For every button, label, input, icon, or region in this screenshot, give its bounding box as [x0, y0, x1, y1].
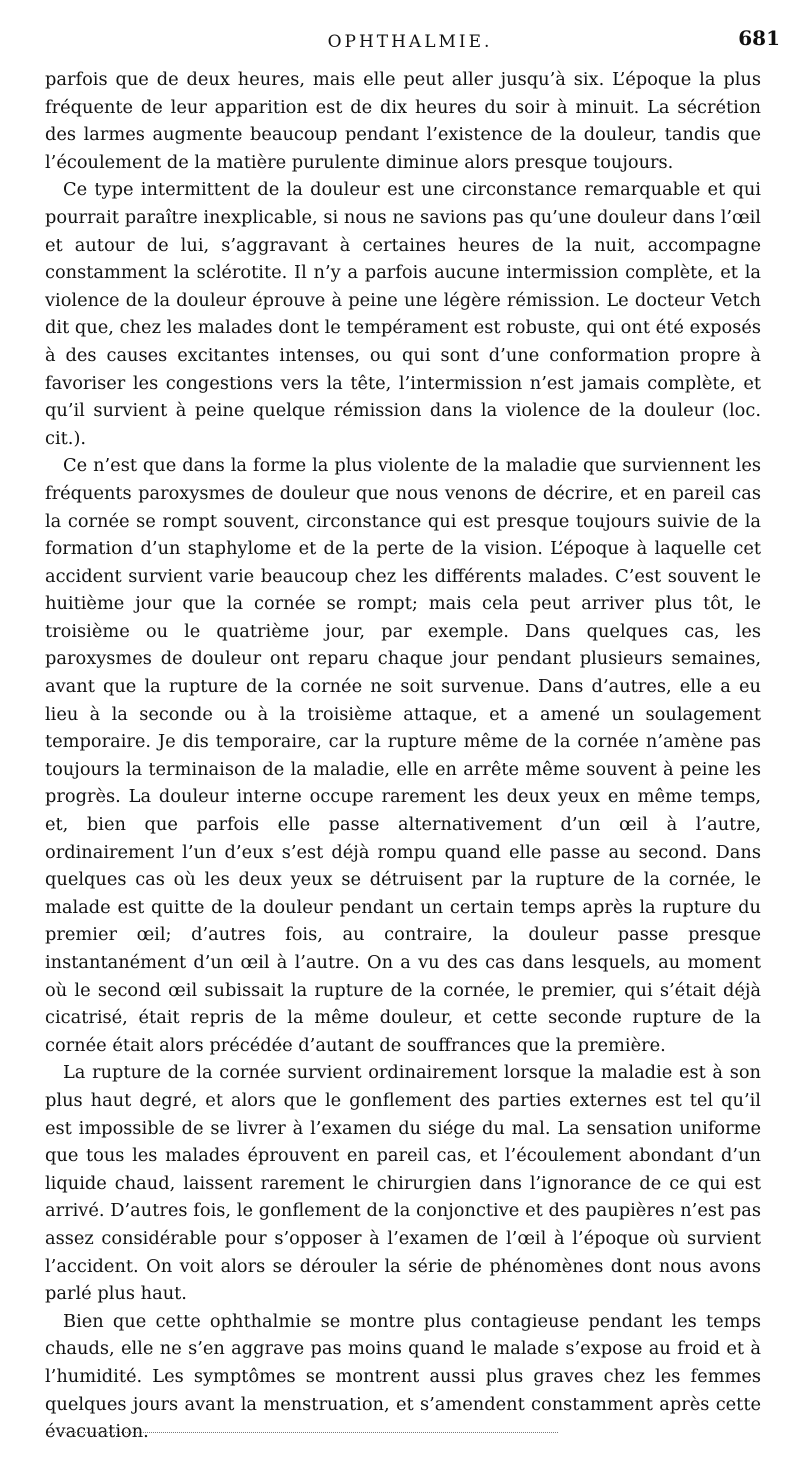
bottom-dotted-rule [58, 1432, 558, 1433]
running-title: OPHTHALMIE. [327, 32, 493, 52]
page-number: 681 [738, 26, 780, 50]
running-head [40, 26, 780, 62]
paragraph-1: parfois que de deux heures, mais elle peut aller jusqu’à six. L’époque la plus fréquente de leur apparition est de dix heures du soir à minuit. La sécrétion des larmes augmente beaucoup pendant l’existence de la douleur, tandis que l’écoulement de la matière purulente diminue alors presque toujours. [45, 69, 761, 173]
paragraph-2: Ce type intermittent de la douleur est une circonstance remarquable et qui pourrait paraître inexplicable, si nous ne savions pas qu’une douleur dans l’œil et autour de lui, s’aggravant à certaines heures de la nuit, accompagne constamment la sclérotite. Il n’y a parfois aucune intermission complète, et la violence de la douleur éprouve à peine une légère rémission. Le docteur Vetch dit que, chez les malades dont le tempérament est robuste, qui ont été exposés à des causes excitantes intenses, ou qui sont d’une conformation propre à favoriser les congestions vers la tête, l’intermission n’est jamais complète, et qu’il survient à peine quelque rémission dans la violence de la douleur (loc. cit.). [45, 179, 761, 449]
body-text [45, 66, 761, 1446]
paragraph-3: Ce n’est que dans la forme la plus violente de la maladie que surviennent les fréquents paroxysmes de douleur que nous venons de décrire, et en pareil cas la cornée se rompt souvent, circonstance qui est presque toujours suivie de la formation d’un staphylome et de la perte de la vision. L’époque à laquelle cet accident survient varie beaucoup chez les différents malades. C’est souvent le huitième jour que la cornée se rompt; mais cela peut arriver plus tôt, le troisième ou le quatrième jour, par exemple. Dans quelques cas, les paroxysmes de douleur ont reparu chaque jour pendant plusieurs semaines, avant que la rupture de la cornée ne soit survenue. Dans d’autres, elle a eu lieu à la seconde ou à la troisième attaque, et a amené un soulagement temporaire. Je dis temporaire, car la rupture même de la cornée n’amène pas toujours la terminaison de la maladie, elle en arrête même souvent à peine les progrès. La douleur interne occupe rarement les deux yeux en même temps, et, bien que parfois elle passe alternativement d’un œil à l’autre, ordinairement l’un d’eux s’est déjà rompu quand elle passe au second. Dans quelques cas où les deux yeux se détruisent par la rupture de la cornée, le malade est quitte de la douleur pendant un certain temps après la rupture du premier œil; d’autres fois, au contraire, la douleur passe presque instantanément d’un œil à l’autre. On a vu des cas dans lesquels, au moment où le second œil subissait la rupture de la cornée, le premier, qui s’était déjà cicatrisé, était repris de la même douleur, et cette seconde rupture de la cornée était alors précédée d’autant de souffrances que la première. [45, 455, 761, 1056]
paragraph-4: La rupture de la cornée survient ordinairement lorsque la maladie est à son plus haut degré, et alors que le gonflement des parties externes est tel qu’il est impossible de se livrer à l’examen du siége du mal. La sensation uniforme que tous les malades éprouvent en pareil cas, et l’écoulement abondant d’un liquide chaud, laissent rarement le chirurgien dans l’ignorance de ce qui est arrivé. D’autres fois, le gonflement de la conjonctive et des paupières n’est pas assez considérable pour s’opposer à l’examen de l’œil à l’époque où survient l’accident. On voit alors se dérouler la série de phénomènes dont nous avons parlé plus haut. [45, 1062, 761, 1305]
paragraph-5: Bien que cette ophthalmie se montre plus contagieuse pendant les temps chauds, elle ne s’en aggrave pas moins quand le malade s’expose au froid et à l’humidité. Les symptômes se montrent aussi plus graves chez les femmes quelques jours avant la menstruation, et s’amendent constamment après cette évacuation. [45, 1310, 761, 1443]
